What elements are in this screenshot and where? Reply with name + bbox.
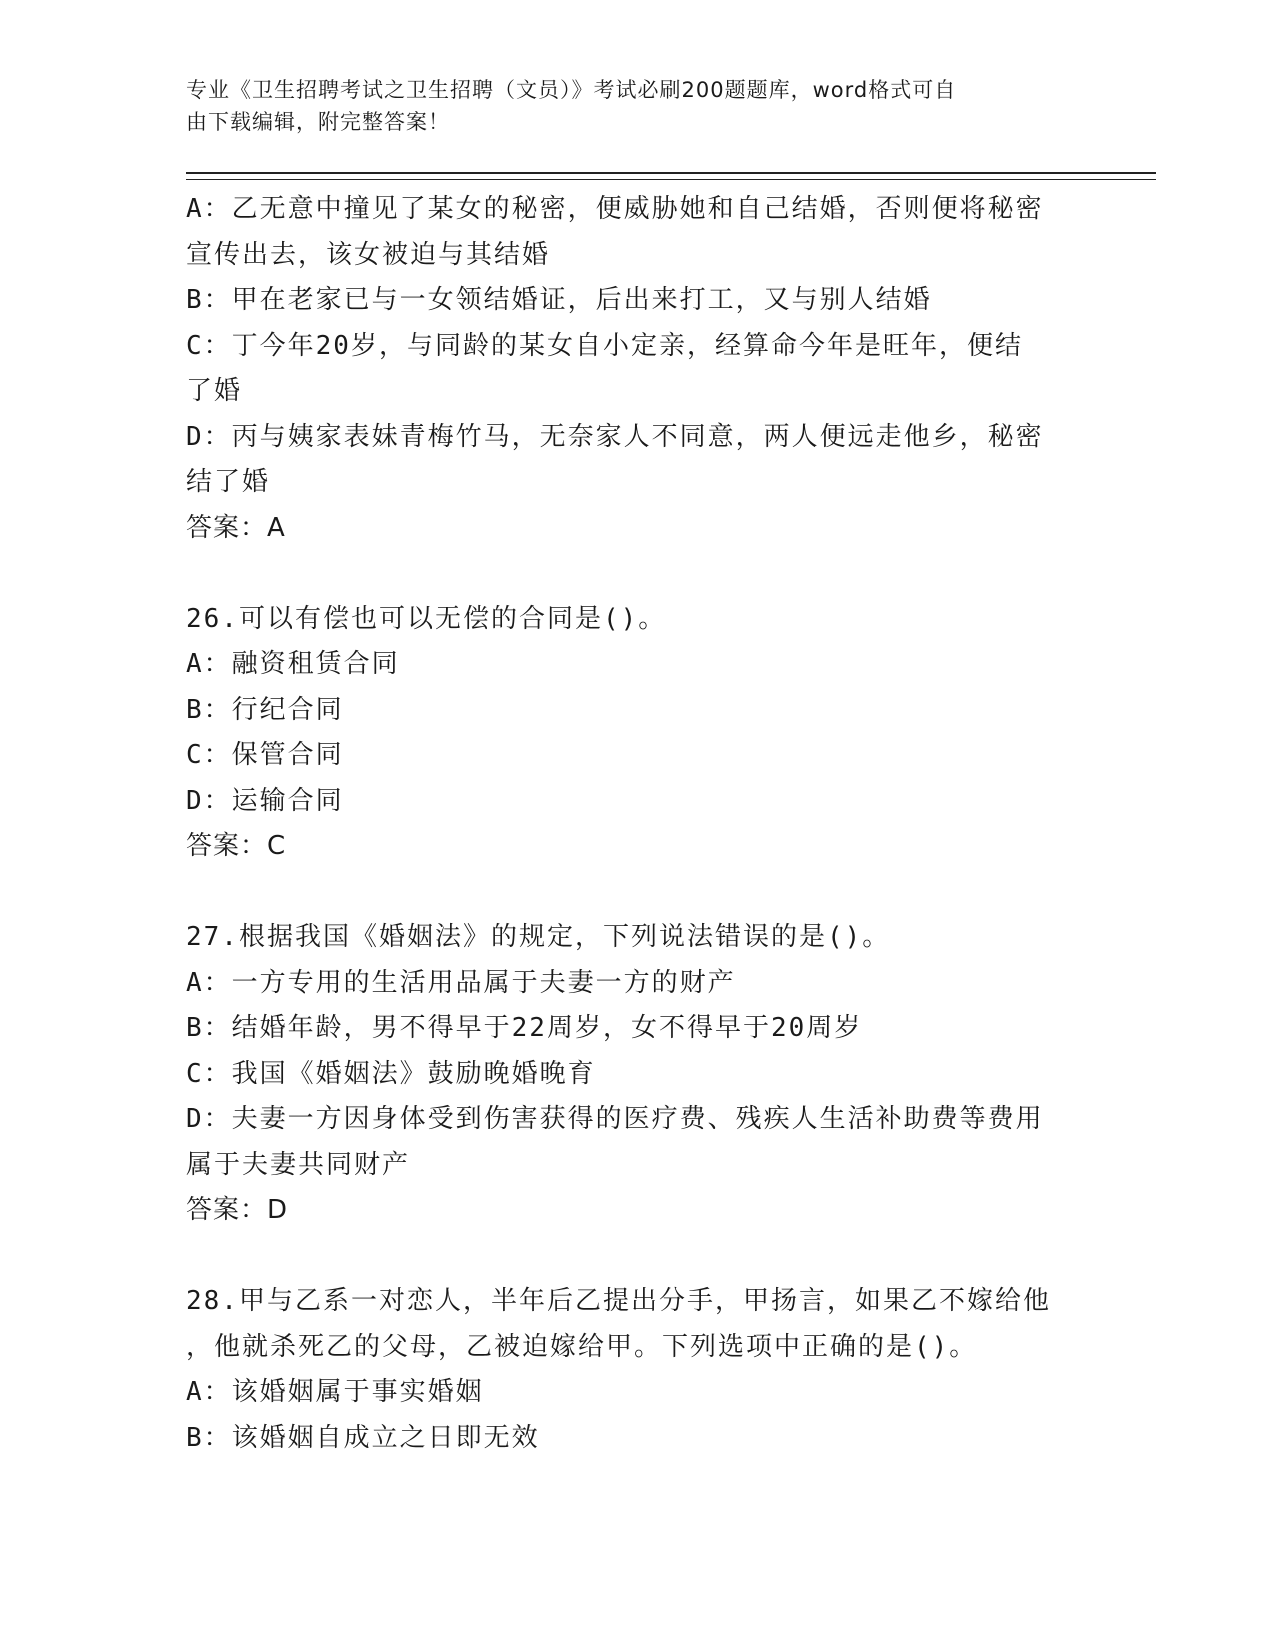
option-line: 结了婚 xyxy=(186,467,271,497)
question-block-27 xyxy=(186,915,1086,1234)
question-stem: 26.可以有偿也可以无偿的合同是()。 xyxy=(186,603,667,634)
option-c: C：保管合同 xyxy=(186,740,344,770)
option-line: A：乙无意中撞见了某女的秘密，便威胁她和自己结婚，否则便将秘密 xyxy=(186,194,1044,224)
option-d: D：夫妻一方因身体受到伤害获得的医疗费、残疾人生活补助费等费用 xyxy=(186,1104,1044,1134)
header-line-1: 专业《卫生招聘考试之卫生招聘（文员）》考试必刷200题题库，word格式可自 xyxy=(186,78,957,102)
question-content xyxy=(186,187,1086,1461)
question-block-26 xyxy=(186,597,1086,870)
header-line-2: 由下载编辑，附完整答案！ xyxy=(186,110,450,134)
header-divider-thick xyxy=(186,172,1156,174)
option-b: B：结婚年龄，男不得早于22周岁，女不得早于20周岁 xyxy=(186,1013,863,1043)
question-stem: 27.根据我国《婚姻法》的规定，下列说法错误的是()。 xyxy=(186,922,891,952)
spacer xyxy=(186,870,1086,916)
option-line: C：丁今年20岁，与同龄的某女自小定亲，经算命今年是旺年，便结 xyxy=(186,330,1023,361)
option-c: C：我国《婚姻法》鼓励晚婚晚育 xyxy=(186,1058,596,1089)
spacer xyxy=(186,551,1086,597)
option-d-continued: 属于夫妻共同财产 xyxy=(186,1149,411,1180)
option-a: A：一方专用的生活用品属于夫妻一方的财产 xyxy=(186,967,736,998)
option-line: 宣传出去，该女被迫与其结婚 xyxy=(186,239,551,270)
spacer xyxy=(186,1234,1086,1280)
option-a: A：融资租赁合同 xyxy=(186,649,400,679)
answer-line: 答案：D xyxy=(186,1195,289,1225)
question-block-28 xyxy=(186,1279,1086,1461)
option-d: D：运输合同 xyxy=(186,785,344,816)
option-b: B：行纪合同 xyxy=(186,694,344,725)
option-line: B：甲在老家已与一女领结婚证，后出来打工，又与别人结婚 xyxy=(186,285,932,315)
option-line: 了婚 xyxy=(186,376,243,406)
option-a: A：该婚姻属于事实婚姻 xyxy=(186,1377,484,1407)
option-line: D：丙与姨家表妹青梅竹马，无奈家人不同意，两人便远走他乡，秘密 xyxy=(186,421,1044,452)
question-stem: 28.甲与乙系一对恋人，半年后乙提出分手，甲扬言，如果乙不嫁给他 xyxy=(186,1286,1051,1316)
document-header xyxy=(186,74,1066,138)
answer-line: 答案：A xyxy=(186,512,286,543)
header-divider-thin xyxy=(186,179,1156,180)
answer-line: 答案：C xyxy=(186,831,287,861)
option-b: B：该婚姻自成立之日即无效 xyxy=(186,1422,540,1453)
question-block-25 xyxy=(186,187,1086,551)
question-stem-continued: ，他就杀死乙的父母，乙被迫嫁给甲。下列选项中正确的是()。 xyxy=(186,1331,978,1362)
